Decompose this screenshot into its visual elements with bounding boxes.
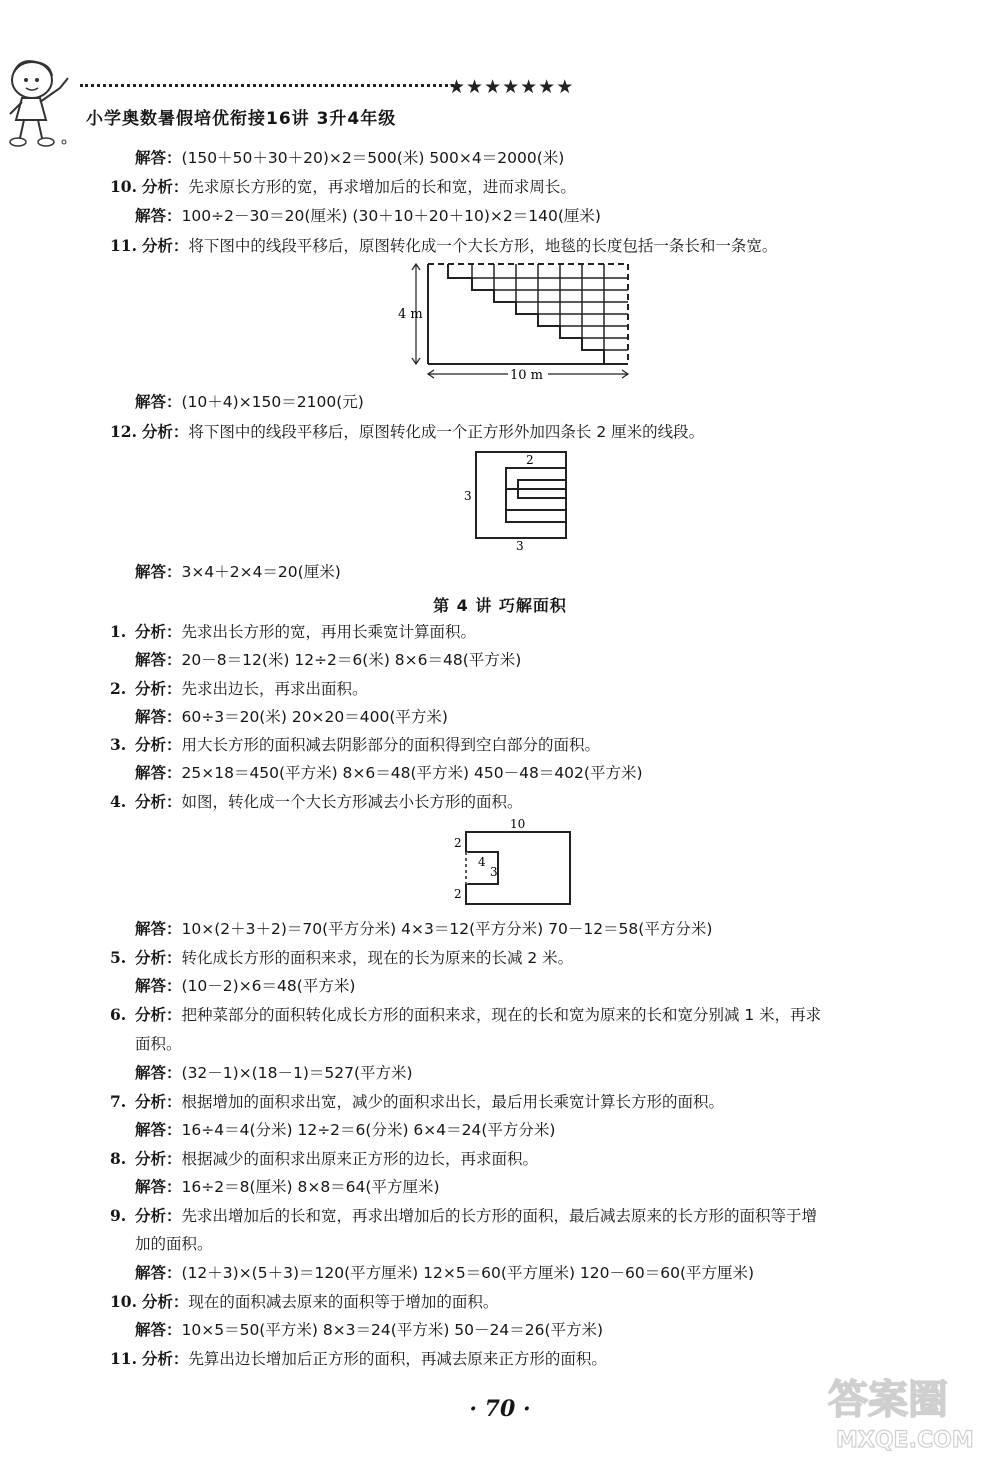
svg-text:答案圈: 答案圈 — [828, 1377, 948, 1423]
lower-left-label: 2 — [454, 887, 462, 901]
watermark-logo — [822, 1365, 982, 1455]
upper-left-label: 2 — [454, 836, 462, 850]
analysis-line: 1. 分析：先求出长方形的宽，再用长乘宽计算面积。 — [110, 622, 476, 641]
analysis-line: 5. 分析：转化成长方形的面积来求，现在的长为原来的长减 2 米。 — [110, 948, 574, 967]
analysis-line: 6. 分析：把种菜部分的面积转化成长方形的面积来求，现在的长和宽为原来的长和宽分别减 1 米，再求 — [110, 1005, 822, 1024]
analysis-line: 7. 分析：根据增加的面积求出宽，减少的面积求出长，最后用长乘宽计算长方形的面积。 — [110, 1092, 724, 1111]
header-stars: ★★★★★★★ — [448, 76, 575, 98]
inner-label-3: 3 — [490, 865, 498, 879]
page-header — [0, 0, 1000, 150]
analysis-line: 11. 分析：先算出边长增加后正方形的面积，再减去原来正方形的面积。 — [110, 1349, 607, 1368]
analysis-line: 10. 分析：现在的面积减去原来的面积等于增加的面积。 — [110, 1292, 499, 1311]
top-label: 10 — [510, 817, 526, 831]
answer-line: 解答：16÷4＝4(分米) 12÷2＝6(分米) 6×4＝24(平方分米) — [135, 1121, 556, 1139]
square-e-figure — [460, 448, 580, 552]
height-label: 4 m — [398, 307, 423, 322]
analysis-line: 8. 分析：根据减少的面积求出原来正方形的边长，再求面积。 — [110, 1149, 538, 1168]
answer-line: 解答：25×18＝450(平方米) 8×6＝48(平方米) 450－48＝402(平方米) — [135, 764, 643, 782]
answer-line: 解答：(10＋4)×150＝2100(元) — [135, 393, 364, 411]
staircase-figure — [388, 258, 638, 384]
analysis-continuation: 面积。 — [135, 1035, 182, 1053]
analysis-line: 10. 分析：先求原长方形的宽，再求增加后的长和宽，进而求周长。 — [110, 177, 576, 196]
answer-line: 解答：(32－1)×(18－1)＝527(平方米) — [135, 1064, 413, 1082]
answer-line: 解答：16÷2＝8(厘米) 8×8＝64(平方厘米) — [135, 1178, 440, 1196]
notched-rectangle-figure — [446, 814, 580, 910]
answer-line: 解答：3×4＋2×4＝20(厘米) — [135, 563, 341, 581]
answer-line: 解答：10×(2＋3＋2)＝70(平方分米) 4×3＝12(平方分米) 70－12＝58(平方分米) — [135, 920, 713, 938]
inner-label-4: 4 — [478, 855, 486, 869]
answer-line: 解答：(10－2)×6＝48(平方米) — [135, 977, 356, 995]
analysis-continuation: 加的面积。 — [135, 1235, 213, 1253]
width-label: 10 m — [510, 368, 544, 383]
section-title: 第 4 讲 巧解面积 — [433, 596, 567, 615]
analysis-line: 3. 分析：用大长方形的面积减去阴影部分的面积得到空白部分的面积。 — [110, 735, 600, 754]
analysis-line: 11. 分析：将下图中的线段平移后，原图转化成一个大长方形，地毯的长度包括一条长和一条宽。 — [110, 236, 778, 255]
answer-line: 解答：100÷2－30＝20(厘米) (30＋10＋20＋10)×2＝140(厘米) — [135, 207, 601, 225]
analysis-line: 12. 分析：将下图中的线段平移后，原图转化成一个正方形外加四条长 2 厘米的线段。 — [110, 422, 705, 441]
mascot-illustration — [6, 58, 80, 150]
analysis-line: 2. 分析：先求出边长，再求出面积。 — [110, 679, 368, 698]
answer-line: 解答：20－8＝12(米) 12÷2＝6(米) 8×6＝48(平方米) — [135, 651, 522, 669]
bottom-label: 3 — [516, 539, 524, 552]
top-label: 2 — [526, 453, 534, 467]
answer-line: 解答：(150＋50＋30＋20)×2＝500(米) 500×4＝2000(米) — [135, 149, 565, 167]
analysis-line: 9. 分析：先求出增加后的长和宽，再求出增加后的长方形的面积，最后减去原来的长方形的面积等于增 — [110, 1206, 817, 1225]
answer-line: 解答：10×5＝50(平方米) 8×3＝24(平方米) 50－24＝26(平方米) — [135, 1321, 604, 1339]
page-number: · 70 · — [469, 1396, 531, 1422]
analysis-line: 4. 分析：如图，转化成一个大长方形减去小长方形的面积。 — [110, 792, 523, 811]
answer-line: 解答：(12＋3)×(5＋3)＝120(平方厘米) 12×5＝60(平方厘米) 120－60＝60(平方厘米) — [135, 1264, 755, 1282]
side-label: 3 — [464, 489, 472, 503]
book-title: 小学奥数暑假培优衔接16讲 3升4年级 — [86, 109, 397, 129]
header-dotted-rule — [80, 84, 460, 87]
answer-line: 解答：60÷3＝20(米) 20×20＝400(平方米) — [135, 708, 448, 726]
svg-text:MXQE.COM: MXQE.COM — [836, 1428, 974, 1453]
